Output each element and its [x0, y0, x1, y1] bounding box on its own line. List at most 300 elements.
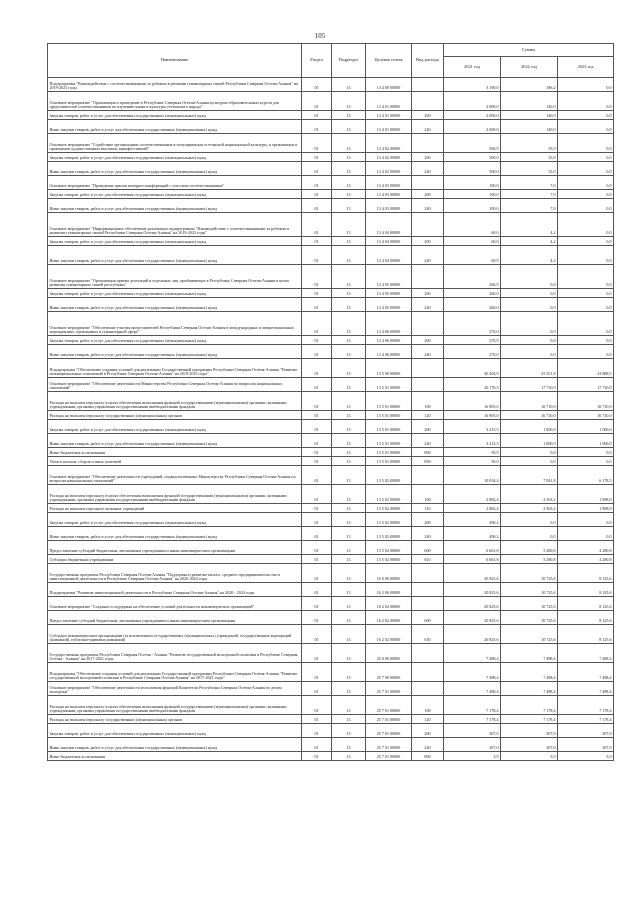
row-sum-2023: 1 000,0: [558, 420, 614, 434]
table-row: [48, 715, 614, 724]
row-sum-2023: 8 125,6: [558, 583, 614, 597]
table-row: [48, 644, 614, 663]
row-expense-type: 200: [412, 289, 444, 298]
row-sum-2023: 0,0: [558, 92, 614, 111]
row-target-article: 13 5 02 00000: [366, 513, 412, 527]
row-podrazdel: 13: [332, 162, 366, 176]
row-expense-type: 200: [412, 513, 444, 527]
table-row: [48, 513, 614, 527]
row-expense-type: 120: [412, 411, 444, 420]
row-name: Иные закупки товаров, работ и услуг для обеспечения государственных (муниципальных) нужд: [48, 738, 302, 752]
row-target-article: 13 4 04 00000: [366, 246, 412, 265]
row-expense-type: 240: [412, 199, 444, 213]
row-sum-2023: 8 125,6: [558, 611, 614, 625]
row-sum-2022: 7 488,4: [501, 663, 558, 682]
row-target-article: 13 4 03 00000: [366, 190, 412, 199]
row-sum-2023: 0,0: [558, 237, 614, 246]
row-podrazdel: 13: [332, 237, 366, 246]
table-row: [48, 237, 614, 246]
row-name: Государственная программа Республики Северная Осетия - Алания "Развитие государственной молодежной политики в Республике Северная Осетия - Алания" на 2017-2021 годы: [48, 644, 302, 663]
table-row: [48, 752, 614, 761]
row-sum-2021: 10 034,4: [444, 466, 501, 485]
row-sum-2022: 4,2: [501, 246, 558, 265]
row-sum-2021: 50,0: [444, 448, 501, 457]
row-sum-2023: 16 710,0: [558, 392, 614, 411]
row-expense-type: 240: [412, 434, 444, 448]
row-sum-2021: 3 215,5: [444, 434, 501, 448]
row-name: Закупка товаров, работ и услуг для обеспечения государственных (муниципальных) нужд: [48, 420, 302, 434]
row-expense-type: 120: [412, 715, 444, 724]
table-row: [48, 190, 614, 199]
col-header-2022: 2022 год: [501, 57, 558, 78]
row-expense-type: 240: [412, 246, 444, 265]
row-name: Основное мероприятие "Обеспечение деятельности исполнения функций Комитетом Республики Северная Осетия-Алания по делам молодежи": [48, 682, 302, 696]
row-name: Закупка товаров, работ и услуг для обеспечения государственных (муниципальных) нужд: [48, 153, 302, 162]
row-target-article: 13 4 01 00000: [366, 92, 412, 111]
row-sum-2022: 140,0: [501, 120, 558, 134]
row-podrazdel: 13: [332, 392, 366, 411]
row-sum-2022: 16 710,0: [501, 392, 558, 411]
row-razdel: 01: [302, 199, 332, 213]
table-row: [48, 485, 614, 504]
row-sum-2021: 500,0: [444, 134, 501, 153]
row-razdel: 01: [302, 213, 332, 237]
row-expense-type: [412, 92, 444, 111]
row-sum-2022: 307,0: [501, 738, 558, 752]
row-sum-2023: 0,0: [558, 120, 614, 134]
row-target-article: 25 7 01 00000: [366, 715, 412, 724]
row-sum-2023: 0,0: [558, 213, 614, 237]
table-row: [48, 466, 614, 485]
row-expense-type: 200: [412, 336, 444, 345]
table-row: [48, 457, 614, 466]
table-row: [48, 696, 614, 715]
row-sum-2022: 16 710,0: [501, 411, 558, 420]
row-target-article: 13 5 01 00000: [366, 457, 412, 466]
row-target-article: 13 5 02 00000: [366, 541, 412, 555]
row-sum-2022: 0,0: [501, 265, 558, 289]
row-razdel: 01: [302, 392, 332, 411]
row-target-article: 13 4 01 00000: [366, 120, 412, 134]
row-expense-type: [412, 583, 444, 597]
row-target-article: 13 5 01 00000: [366, 434, 412, 448]
row-sum-2023: 1 000,0: [558, 434, 614, 448]
row-sum-2023: 17 710,0: [558, 378, 614, 392]
row-sum-2022: 7,0: [501, 199, 558, 213]
table-row: [48, 564, 614, 583]
row-sum-2021: 270,0: [444, 336, 501, 345]
row-target-article: 13 4 00 00000: [366, 78, 412, 92]
row-expense-type: [412, 134, 444, 153]
row-podrazdel: 13: [332, 312, 366, 336]
row-sum-2021: 3 190,0: [444, 78, 501, 92]
table-row: [48, 153, 614, 162]
row-name: Расходы на выплаты персоналу в целях обеспечения выполнения функций государственными (муниципальными) органами, казенными учреждениями, органами управления государственными внебюджетными фондами: [48, 696, 302, 715]
col-header-2021: 2021 год: [444, 57, 501, 78]
row-target-article: 16 2 02 00000: [366, 611, 412, 625]
row-sum-2022: 1 000,0: [501, 434, 558, 448]
table-row: [48, 611, 614, 625]
row-sum-2021: 500,0: [444, 153, 501, 162]
col-header-target: Целевая статья: [366, 44, 412, 78]
row-name: Уплата налогов, сборов и иных платежей: [48, 457, 302, 466]
row-razdel: 01: [302, 153, 332, 162]
row-name: Иные бюджетные ассигнования: [48, 448, 302, 457]
row-sum-2021: 2 882,4: [444, 504, 501, 513]
row-target-article: 13 4 04 00000: [366, 213, 412, 237]
table-row: [48, 246, 614, 265]
row-sum-2022: 7 178,4: [501, 696, 558, 715]
row-name: Закупка товаров, работ и услуг для обеспечения государственных (муниципальных) нужд: [48, 289, 302, 298]
row-podrazdel: 13: [332, 289, 366, 298]
row-expense-type: 240: [412, 162, 444, 176]
row-sum-2022: 7 178,4: [501, 715, 558, 724]
row-podrazdel: 13: [332, 420, 366, 434]
row-razdel: 01: [302, 434, 332, 448]
row-sum-2023: 0,0: [558, 176, 614, 190]
row-sum-2023: 0,0: [558, 111, 614, 120]
row-sum-2023: 307,0: [558, 724, 614, 738]
row-expense-type: 200: [412, 237, 444, 246]
row-sum-2021: 50,0: [444, 457, 501, 466]
row-name: Иные закупки товаров, работ и услуг для обеспечения государственных (муниципальных) нужд: [48, 298, 302, 312]
row-sum-2021: 7 178,4: [444, 715, 501, 724]
row-sum-2021: 7 488,4: [444, 644, 501, 663]
row-razdel: 01: [302, 312, 332, 336]
col-header-vid: Вид расхода: [412, 44, 444, 78]
row-razdel: 01: [302, 448, 332, 457]
table-row: [48, 134, 614, 153]
row-sum-2023: 1 898,0: [558, 504, 614, 513]
row-razdel: 01: [302, 246, 332, 265]
row-target-article: 13 5 01 00000: [366, 378, 412, 392]
row-name: Иные закупки товаров, работ и услуг для обеспечения государственных (муниципальных) нужд: [48, 527, 302, 541]
row-sum-2021: 20 170,5: [444, 378, 501, 392]
row-razdel: 01: [302, 420, 332, 434]
row-expense-type: [412, 466, 444, 485]
row-razdel: 01: [302, 162, 332, 176]
row-razdel: 01: [302, 663, 332, 682]
table-row: [48, 555, 614, 564]
row-name: Иные закупки товаров, работ и услуг для обеспечения государственных (муниципальных) нужд: [48, 162, 302, 176]
row-sum-2022: 307,0: [501, 724, 558, 738]
row-razdel: 01: [302, 298, 332, 312]
row-name: Расходы на выплаты персоналу в целях обеспечения выполнения функций государственными (муниципальными) органами, казенными учреждениями, органами управления государственными внебюджетными фондами: [48, 392, 302, 411]
row-razdel: 01: [302, 466, 332, 485]
row-name: Основное мероприятие "Обеспечение деятельности Министерства Республики Северная Осетия-Алания по вопросам национальных отношений": [48, 378, 302, 392]
col-header-podrazdel: Подраздел: [332, 44, 366, 78]
row-name: Иные закупки товаров, работ и услуг для обеспечения государственных (муниципальных) нужд: [48, 199, 302, 213]
row-sum-2022: 0,0: [501, 448, 558, 457]
row-name: Основное мероприятие "Обеспечение деятельности учреждений, подведомственных Министерству Республики Северная Осетия-Алания по вопросам национальных отношений": [48, 466, 302, 485]
row-expense-type: 240: [412, 527, 444, 541]
row-podrazdel: 13: [332, 411, 366, 420]
row-podrazdel: 13: [332, 92, 366, 111]
row-target-article: 13 4 02 00000: [366, 153, 412, 162]
row-podrazdel: 13: [332, 597, 366, 611]
row-podrazdel: 13: [332, 434, 366, 448]
row-name: Основное мероприятие "Организация приема делегаций и отдельных лиц, прибывающих в Республику Северная Осетия-Алания в целях развития гуманитарных связей республики": [48, 265, 302, 289]
row-razdel: 01: [302, 92, 332, 111]
row-sum-2023: 0,0: [558, 265, 614, 289]
row-target-article: 25 0 00 00000: [366, 644, 412, 663]
row-razdel: 01: [302, 597, 332, 611]
row-sum-2021: 490,2: [444, 513, 501, 527]
row-podrazdel: 13: [332, 120, 366, 134]
row-sum-2023: 0,0: [558, 448, 614, 457]
row-razdel: 01: [302, 738, 332, 752]
row-sum-2023: 0,0: [558, 336, 614, 345]
row-sum-2023: 0,0: [558, 457, 614, 466]
row-name: Основное мероприятие "Организация и проведение в Республике Северная Осетия-Алания культурно-образовательных курсов для представителей соотечественников по изучению языка и культуры осетинского народа": [48, 92, 302, 111]
row-sum-2022: 17 710,0: [501, 378, 558, 392]
row-sum-2023: 0,0: [558, 134, 614, 153]
row-sum-2022: 7 488,4: [501, 682, 558, 696]
row-expense-type: 240: [412, 738, 444, 752]
row-razdel: 01: [302, 682, 332, 696]
row-name: Расходы на выплаты персоналу государственных (муниципальных) органов: [48, 411, 302, 420]
row-target-article: 25 7 01 00000: [366, 738, 412, 752]
row-target-article: 13 5 01 00000: [366, 411, 412, 420]
row-podrazdel: 13: [332, 485, 366, 504]
row-expense-type: 200: [412, 190, 444, 199]
row-sum-2022: 0,0: [501, 289, 558, 298]
row-sum-2022: 0,0: [501, 298, 558, 312]
table-row: [48, 448, 614, 457]
row-sum-2022: 10 725,6: [501, 625, 558, 644]
row-razdel: 01: [302, 190, 332, 199]
row-podrazdel: 13: [332, 663, 366, 682]
row-razdel: 01: [302, 611, 332, 625]
row-sum-2021: 2 000,0: [444, 92, 501, 111]
row-sum-2021: 260,0: [444, 298, 501, 312]
row-sum-2023: 0,0: [558, 162, 614, 176]
row-razdel: 01: [302, 378, 332, 392]
row-sum-2023: 7 178,4: [558, 715, 614, 724]
row-sum-2023: 6 178,5: [558, 466, 614, 485]
row-sum-2023: 8 125,6: [558, 564, 614, 583]
row-sum-2022: 0,0: [501, 312, 558, 336]
row-razdel: 01: [302, 555, 332, 564]
row-razdel: 01: [302, 78, 332, 92]
row-sum-2022: 5 280,8: [501, 555, 558, 564]
row-name: Предоставление субсидий бюджетным, автономным учреждениям и иным некоммерческим организациям: [48, 541, 302, 555]
row-razdel: 01: [302, 359, 332, 378]
row-target-article: 13 4 02 00000: [366, 134, 412, 153]
row-razdel: 01: [302, 237, 332, 246]
table-row: [48, 663, 614, 682]
table-row: [48, 265, 614, 289]
table-row: [48, 434, 614, 448]
table-row: [48, 176, 614, 190]
row-name: Подпрограмма "Обеспечение создания условий для реализации Государственной программы Республики Северная Осетия-Алания "Развитие государственной молодежной политики в Республике Северная Осетия-Алания" на 2017-2021 годы": [48, 663, 302, 682]
row-sum-2021: 100,0: [444, 199, 501, 213]
row-razdel: 01: [302, 457, 332, 466]
row-podrazdel: 13: [332, 336, 366, 345]
row-sum-2021: 6 661,8: [444, 555, 501, 564]
row-sum-2022: 0,0: [501, 345, 558, 359]
row-target-article: 13 5 02 00000: [366, 485, 412, 504]
row-razdel: 01: [302, 724, 332, 738]
row-podrazdel: 13: [332, 457, 366, 466]
row-name: Субсидии некоммерческим организациям (за исключением государственных (муниципальных) учреждений, государственных корпораций (компаний), публично-правовых компаний): [48, 625, 302, 644]
row-sum-2022: 0,0: [501, 527, 558, 541]
row-name: Основное мероприятие "Информационное обеспечение реализации подпрограммы "Взаимодействие с соотечественниками за рубежом в развитии гуманитарных связей Республики Северная Осетия-Алания" на 2019-2023 годы": [48, 213, 302, 237]
row-razdel: 01: [302, 564, 332, 583]
row-sum-2022: 7 488,4: [501, 644, 558, 663]
row-sum-2022: 2 563,2: [501, 485, 558, 504]
row-razdel: 01: [302, 541, 332, 555]
row-podrazdel: 13: [332, 625, 366, 644]
row-sum-2021: 16 905,0: [444, 392, 501, 411]
row-target-article: 13 5 01 00000: [366, 420, 412, 434]
row-sum-2023: 0,0: [558, 153, 614, 162]
row-podrazdel: 13: [332, 564, 366, 583]
row-sum-2021: 260,0: [444, 289, 501, 298]
row-expense-type: 100: [412, 392, 444, 411]
row-sum-2021: 100,0: [444, 176, 501, 190]
row-sum-2023: 0,0: [558, 345, 614, 359]
row-podrazdel: 13: [332, 111, 366, 120]
row-sum-2022: 186,2: [501, 78, 558, 92]
row-sum-2021: 16 905,0: [444, 411, 501, 420]
row-sum-2022: 7 841,8: [501, 466, 558, 485]
row-sum-2023: 16 710,0: [558, 411, 614, 420]
row-sum-2022: 0,0: [501, 457, 558, 466]
row-sum-2021: 2 000,0: [444, 120, 501, 134]
row-name: Расходы на выплаты персоналу в целях обеспечения выполнения функций государственными (муниципальными) органами, казенными учреждениями, органами управления государственными внебюджетными фондами: [48, 485, 302, 504]
table-header: [48, 44, 614, 78]
row-sum-2023: 7 488,4: [558, 682, 614, 696]
row-sum-2022: 10 725,6: [501, 583, 558, 597]
row-sum-2022: 7,0: [501, 190, 558, 199]
row-expense-type: 600: [412, 541, 444, 555]
row-expense-type: [412, 78, 444, 92]
row-podrazdel: 13: [332, 555, 366, 564]
row-razdel: 01: [302, 336, 332, 345]
table-row: [48, 738, 614, 752]
row-sum-2021: 60,0: [444, 213, 501, 237]
row-expense-type: 200: [412, 111, 444, 120]
row-podrazdel: 13: [332, 176, 366, 190]
row-sum-2021: 20 825,6: [444, 625, 501, 644]
row-target-article: 13 4 05 00000: [366, 289, 412, 298]
row-sum-2022: 140,0: [501, 92, 558, 111]
row-podrazdel: 13: [332, 199, 366, 213]
row-expense-type: 200: [412, 724, 444, 738]
row-name: Закупка товаров, работ и услуг для обеспечения государственных (муниципальных) нужд: [48, 724, 302, 738]
row-sum-2021: 60,0: [444, 237, 501, 246]
table-row: [48, 289, 614, 298]
table-row: [48, 527, 614, 541]
row-podrazdel: 13: [332, 738, 366, 752]
row-target-article: 25 7 01 00000: [366, 724, 412, 738]
row-sum-2023: 7 488,4: [558, 663, 614, 682]
row-expense-type: 610: [412, 555, 444, 564]
table-row: [48, 625, 614, 644]
row-razdel: 01: [302, 583, 332, 597]
row-target-article: 13 4 02 00000: [366, 162, 412, 176]
row-target-article: 25 7 00 00000: [366, 663, 412, 682]
row-sum-2021: 270,0: [444, 345, 501, 359]
row-razdel: 01: [302, 111, 332, 120]
row-razdel: 01: [302, 289, 332, 298]
col-header-razdel: Раздел: [302, 44, 332, 78]
row-expense-type: 850: [412, 457, 444, 466]
row-sum-2023: 4 280,8: [558, 555, 614, 564]
row-expense-type: 110: [412, 504, 444, 513]
row-sum-2022: 25 551,8: [501, 359, 558, 378]
row-sum-2021: 3,0: [444, 752, 501, 761]
table-row: [48, 724, 614, 738]
row-podrazdel: 13: [332, 752, 366, 761]
row-target-article: 13 4 01 00000: [366, 111, 412, 120]
row-name: Предоставление субсидий бюджетным, автономным учреждениям и иным некоммерческим организациям: [48, 611, 302, 625]
table-row: [48, 312, 614, 336]
row-sum-2022: 35,0: [501, 153, 558, 162]
row-target-article: 13 5 02 00000: [366, 504, 412, 513]
row-target-article: 25 7 01 00000: [366, 696, 412, 715]
row-sum-2023: 0,0: [558, 246, 614, 265]
row-target-article: 13 4 04 00000: [366, 237, 412, 246]
row-sum-2022: 140,0: [501, 111, 558, 120]
row-sum-2022: 4,2: [501, 237, 558, 246]
row-sum-2022: 7,0: [501, 176, 558, 190]
row-podrazdel: 13: [332, 213, 366, 237]
row-sum-2022: 4,2: [501, 213, 558, 237]
row-name: Основное мероприятие "Создание и поддержка на обеспечение условий деятельности некоммерческих организаций": [48, 597, 302, 611]
row-expense-type: [412, 663, 444, 682]
table-row: [48, 298, 614, 312]
row-target-article: 16 2 02 00000: [366, 625, 412, 644]
row-razdel: 01: [302, 265, 332, 289]
row-expense-type: 240: [412, 345, 444, 359]
row-target-article: 13 5 01 00000: [366, 392, 412, 411]
row-podrazdel: 13: [332, 715, 366, 724]
table-row: [48, 411, 614, 420]
row-expense-type: 240: [412, 120, 444, 134]
row-sum-2022: 35,0: [501, 162, 558, 176]
row-sum-2023: 8 125,6: [558, 597, 614, 611]
row-sum-2022: 10 725,6: [501, 611, 558, 625]
row-sum-2021: 20 825,6: [444, 597, 501, 611]
row-target-article: 16 2 00 00000: [366, 583, 412, 597]
row-name: Иные закупки товаров, работ и услуг для обеспечения государственных (муниципальных) нужд: [48, 345, 302, 359]
row-name: Иные закупки товаров, работ и услуг для обеспечения государственных (муниципальных) нужд: [48, 434, 302, 448]
row-sum-2021: 500,0: [444, 162, 501, 176]
row-name: Закупка товаров, работ и услуг для обеспечения государственных (муниципальных) нужд: [48, 190, 302, 199]
row-target-article: 25 7 01 00000: [366, 752, 412, 761]
row-sum-2023: 4 280,8: [558, 541, 614, 555]
row-sum-2023: 0,0: [558, 289, 614, 298]
row-sum-2021: 7 488,4: [444, 663, 501, 682]
row-podrazdel: 13: [332, 246, 366, 265]
row-expense-type: 800: [412, 448, 444, 457]
row-podrazdel: 13: [332, 134, 366, 153]
row-sum-2022: 35,0: [501, 134, 558, 153]
table-row: [48, 504, 614, 513]
row-expense-type: [412, 176, 444, 190]
col-header-2023: 2023 год: [558, 57, 614, 78]
row-podrazdel: 13: [332, 153, 366, 162]
row-sum-2023: 307,0: [558, 738, 614, 752]
table-row: [48, 392, 614, 411]
row-target-article: 13 4 05 00000: [366, 298, 412, 312]
row-expense-type: [412, 564, 444, 583]
table-row: [48, 345, 614, 359]
row-target-article: 25 7 01 00000: [366, 682, 412, 696]
row-target-article: 13 5 00 00000: [366, 359, 412, 378]
